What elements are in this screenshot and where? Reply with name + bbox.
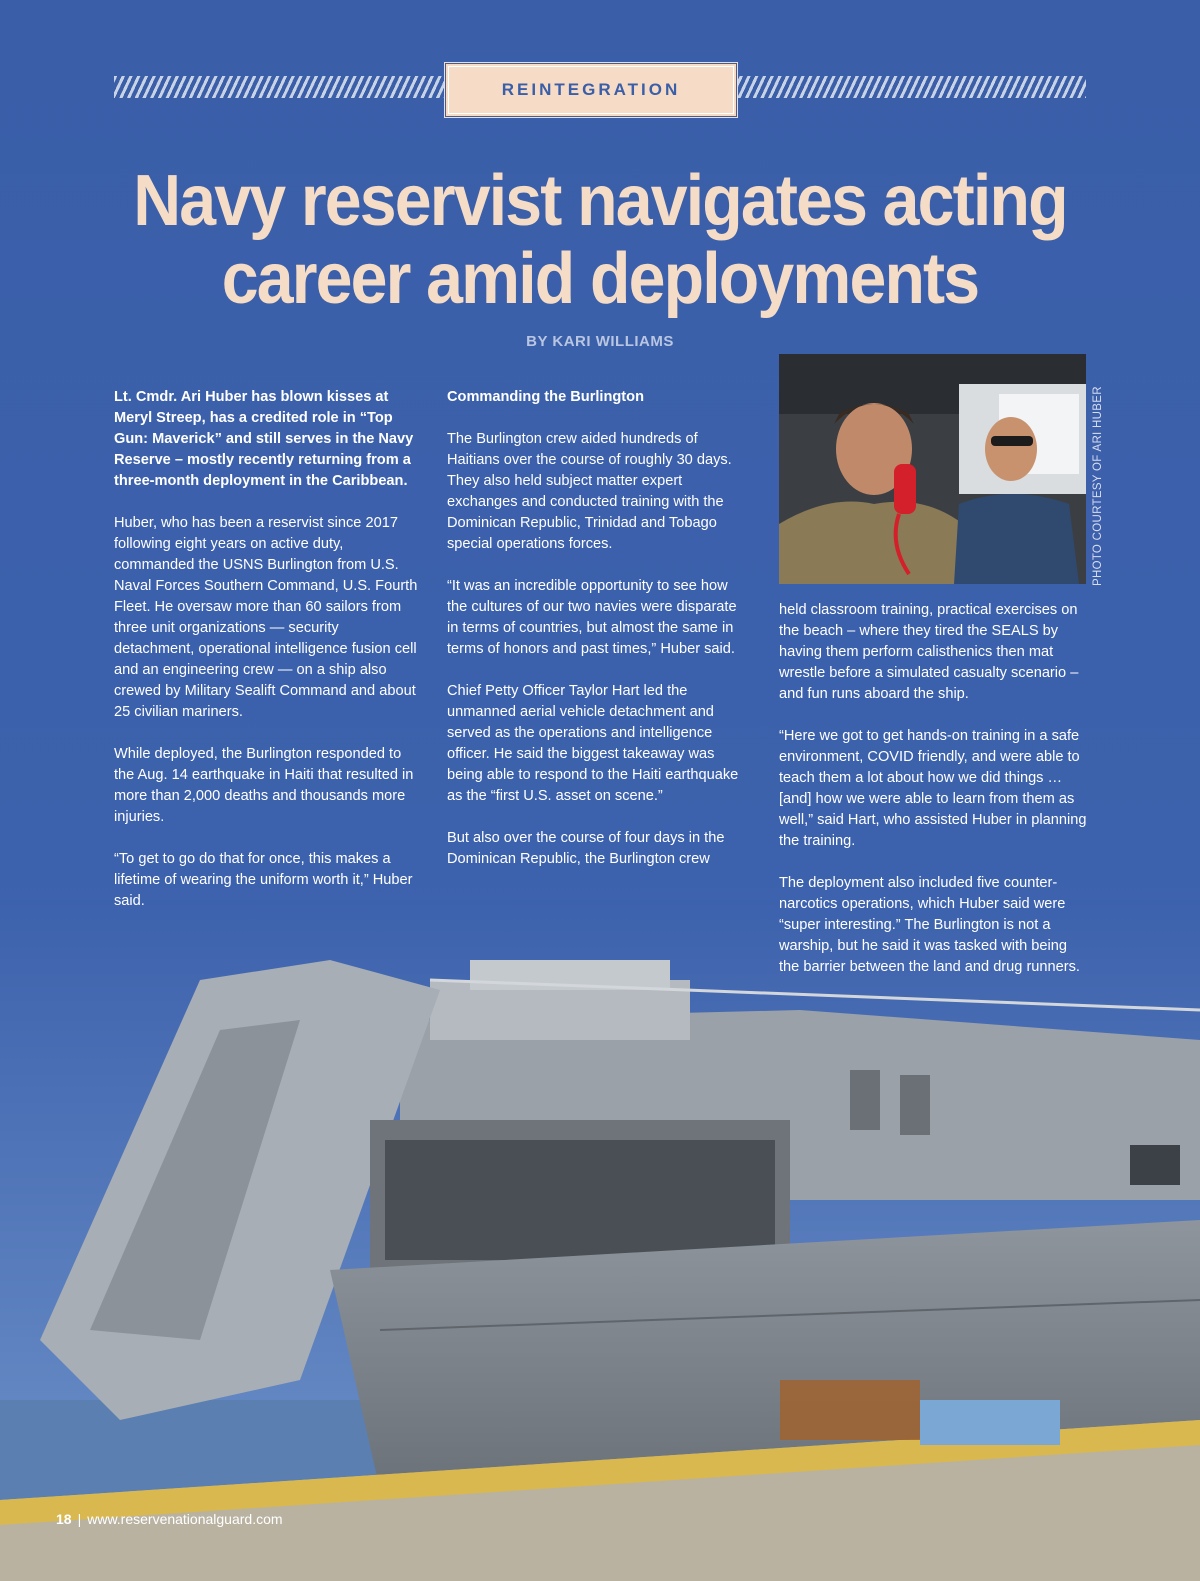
- paragraph: “To get to go do that for once, this makes a lifetime of wearing the uniform worth it,” Huber said.: [114, 851, 413, 909]
- subhead: Commanding the Burlington: [447, 389, 644, 405]
- section-tag: REINTEGRATION: [448, 66, 734, 114]
- paragraph: held classroom training, practical exercises on the beach – where they tired the SEALS by having them perform calisthenics then mat wrestle before a simulated casualty scenario – and fun runs aboard the ship.: [779, 602, 1079, 702]
- ship-photo: [0, 900, 1200, 1581]
- lead-paragraph: Lt. Cmdr. Ari Huber has blown kisses at Meryl Streep, has a credited role in “Top Gun: Maverick” and still serves in the Navy Reserve – mostly recently returning from a three-month deployment in the Caribbean.: [114, 389, 414, 489]
- headline: Navy reservist navigates acting career amid deployments: [133, 161, 1067, 319]
- paragraph: “Here we got to get hands-on training in a safe environment, COVID friendly, and were able to teach them a lot about how we did things … [and] how we were able to learn from them as well,” said Hart, who assisted Huber in planning the training.: [779, 728, 1087, 849]
- paragraph: Huber, who has been a reservist since 2017 following eight years on active duty, commanded the USNS Burlington from U.S. Naval Forces Southern Command, U.S. Fourth Fleet. He oversaw more than 60 sailors from three unit organizations — security detachment, operational intelligence fusion cell and an engineering crew — on a ship also crewed by Military Sealift Command and about 25 civilian mariners.: [114, 515, 418, 720]
- article-column-2: [447, 387, 749, 891]
- paragraph: The deployment also included five counter-narcotics operations, which Huber said were “super interesting.” The Burlington is not a warship, but he said it was tasked with being the barrier between the land and drug runners.: [779, 875, 1080, 975]
- photo-credit: PHOTO COURTESY OF ARI HUBER: [1092, 386, 1104, 586]
- portrait-photo: [779, 354, 1086, 584]
- header-hatch-right: [732, 76, 1086, 98]
- article-column-1: [114, 387, 420, 933]
- page-footer: [56, 1511, 283, 1527]
- paragraph: Chief Petty Officer Taylor Hart led the unmanned aerial vehicle detachment and served as the operations and intelligence officer. He said the biggest takeaway was being able to respond to the Haiti earthquake as the “first U.S. asset on scene.”: [447, 683, 739, 804]
- article-column-3: [779, 600, 1089, 999]
- header-hatch-left: [114, 76, 448, 98]
- paragraph: While deployed, the Burlington responded to the Aug. 14 earthquake in Haiti that resulted in more than 2,000 deaths and thousands more injuries.: [114, 746, 414, 825]
- footer-separator: |: [77, 1511, 82, 1527]
- paragraph: But also over the course of four days in the Dominican Republic, the Burlington crew: [447, 830, 725, 867]
- paragraph: The Burlington crew aided hundreds of Haitians over the course of roughly 30 days. They also held subject matter expert exchanges and conducted training with the Dominican Republic, Trinidad and Tobago special operations forces.: [447, 431, 732, 552]
- website-link[interactable]: www.reservenationalguard.com: [87, 1511, 283, 1527]
- byline: BY KARI WILLIAMS: [526, 333, 674, 350]
- paragraph: “It was an incredible opportunity to see how the cultures of our two navies were disparate in terms of countries, but almost the same in terms of honors and past times,” Huber said.: [447, 578, 737, 657]
- page-number: 18: [56, 1511, 72, 1527]
